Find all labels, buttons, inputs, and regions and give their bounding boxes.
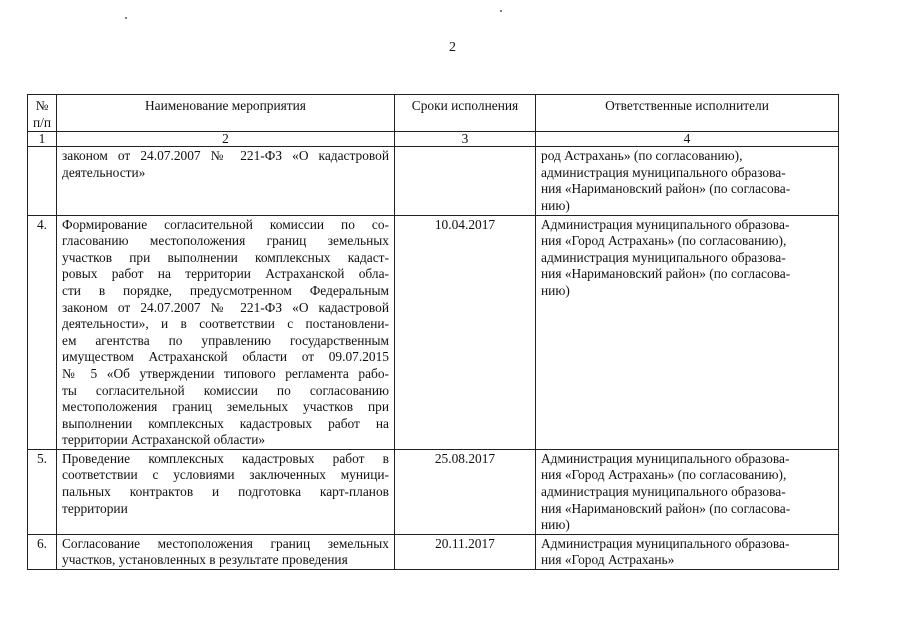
column-number: 1	[28, 132, 57, 147]
header-resp: Ответственные исполнители	[536, 95, 839, 132]
event-name-line: деятельности»	[62, 164, 146, 180]
event-name-line: законом от 24.07.2007 № 221-ФЗ «О кадастровой	[62, 299, 389, 315]
event-name-line: гласованию местоположения границ земельных	[62, 233, 389, 249]
column-number-row	[28, 132, 839, 147]
responsible-line: Администрация муниципального образова-	[541, 216, 790, 232]
responsible-line: ния «Наримановский район» (по согласова-	[541, 181, 791, 197]
responsible-line: нию)	[541, 197, 570, 213]
table-body	[28, 147, 839, 570]
event-name	[57, 147, 395, 215]
responsible-line: нию)	[541, 517, 570, 533]
event-name-line: ты согласительной комиссии по согласованию	[62, 382, 389, 398]
event-name	[57, 534, 395, 569]
event-name	[57, 215, 395, 449]
responsible	[536, 449, 839, 534]
responsible	[536, 534, 839, 569]
header-row	[28, 95, 839, 132]
column-number: 4	[536, 132, 839, 147]
event-name-line: Проведение комплексных кадастровых работ в	[62, 450, 389, 466]
plan-table	[27, 94, 839, 570]
scan-speck	[500, 10, 502, 12]
responsible-line: администрация муниципального образова-	[541, 484, 786, 500]
row-number	[28, 147, 57, 215]
deadline: 25.08.2017	[395, 449, 536, 534]
responsible-line: ния «Наримановский район» (по согласова-	[541, 500, 791, 516]
responsible	[536, 215, 839, 449]
event-name-line: участков, установленных в результате проведения	[62, 552, 348, 568]
row-number: 6.	[28, 534, 57, 569]
event-name-line: выполнении комплексных кадастровых работ на	[62, 415, 389, 431]
scan-speck	[125, 17, 127, 19]
event-name-line: законом от 24.07.2007 № 221-ФЗ «О кадастровой	[62, 148, 389, 164]
responsible-line: Администрация муниципального образова-	[541, 535, 790, 551]
table-row	[28, 449, 839, 534]
header-num: № п/п	[28, 95, 57, 132]
responsible-line: ния «Город Астрахань» (по согласованию),	[541, 233, 787, 249]
event-name-line: Согласование местоположения границ земельных	[62, 535, 389, 551]
column-number: 2	[57, 132, 395, 147]
deadline	[395, 147, 536, 215]
event-name-line: соответствии с условиями заключенных муници-	[62, 467, 389, 483]
responsible-line: ния «Наримановский район» (по согласова-	[541, 266, 791, 282]
table-row	[28, 534, 839, 569]
table-row	[28, 147, 839, 215]
event-name-line: № 5 «Об утверждении типового регламента рабо-	[62, 365, 389, 381]
responsible-line: ния «Город Астрахань» (по согласованию),	[541, 467, 787, 483]
event-name-line: ем агентства по управлению государственным	[62, 332, 389, 348]
event-name-line: Формирование согласительной комиссии по со-	[62, 216, 389, 232]
row-number: 4.	[28, 215, 57, 449]
row-number: 5.	[28, 449, 57, 534]
event-name	[57, 449, 395, 534]
header-date: Сроки исполнения	[395, 95, 536, 132]
responsible-line: администрация муниципального образова-	[541, 249, 786, 265]
event-name-line: территории Астраханской области»	[62, 432, 266, 448]
event-name-line: ровых работ на территории Астраханской обла-	[62, 266, 389, 282]
deadline: 20.11.2017	[395, 534, 536, 569]
responsible-line: ния «Город Астрахань»	[541, 552, 675, 568]
responsible	[536, 147, 839, 215]
deadline: 10.04.2017	[395, 215, 536, 449]
header-name: Наименование мероприятия	[57, 95, 395, 132]
event-name-line: деятельности», и в соответствии с постановлени-	[62, 316, 389, 332]
responsible-line: нию)	[541, 282, 570, 298]
table-row	[28, 215, 839, 449]
event-name-line: имуществом Астраханской области от 09.07.2015	[62, 349, 389, 365]
event-name-line: сти в порядке, предусмотренном Федеральным	[62, 282, 389, 298]
event-name-line: пальных контрактов и подготовка карт-планов	[62, 484, 389, 500]
event-name-line: территории	[62, 500, 128, 516]
responsible-line: администрация муниципального образова-	[541, 164, 786, 180]
page-number: 2	[449, 40, 456, 55]
responsible-line: род Астрахань» (по согласованию),	[541, 148, 743, 164]
event-name-line: участков при выполнении комплексных кадаст-	[62, 249, 389, 265]
column-number: 3	[395, 132, 536, 147]
event-name-line: местоположения границ земельных участков при	[62, 399, 389, 415]
responsible-line: Администрация муниципального образова-	[541, 450, 790, 466]
